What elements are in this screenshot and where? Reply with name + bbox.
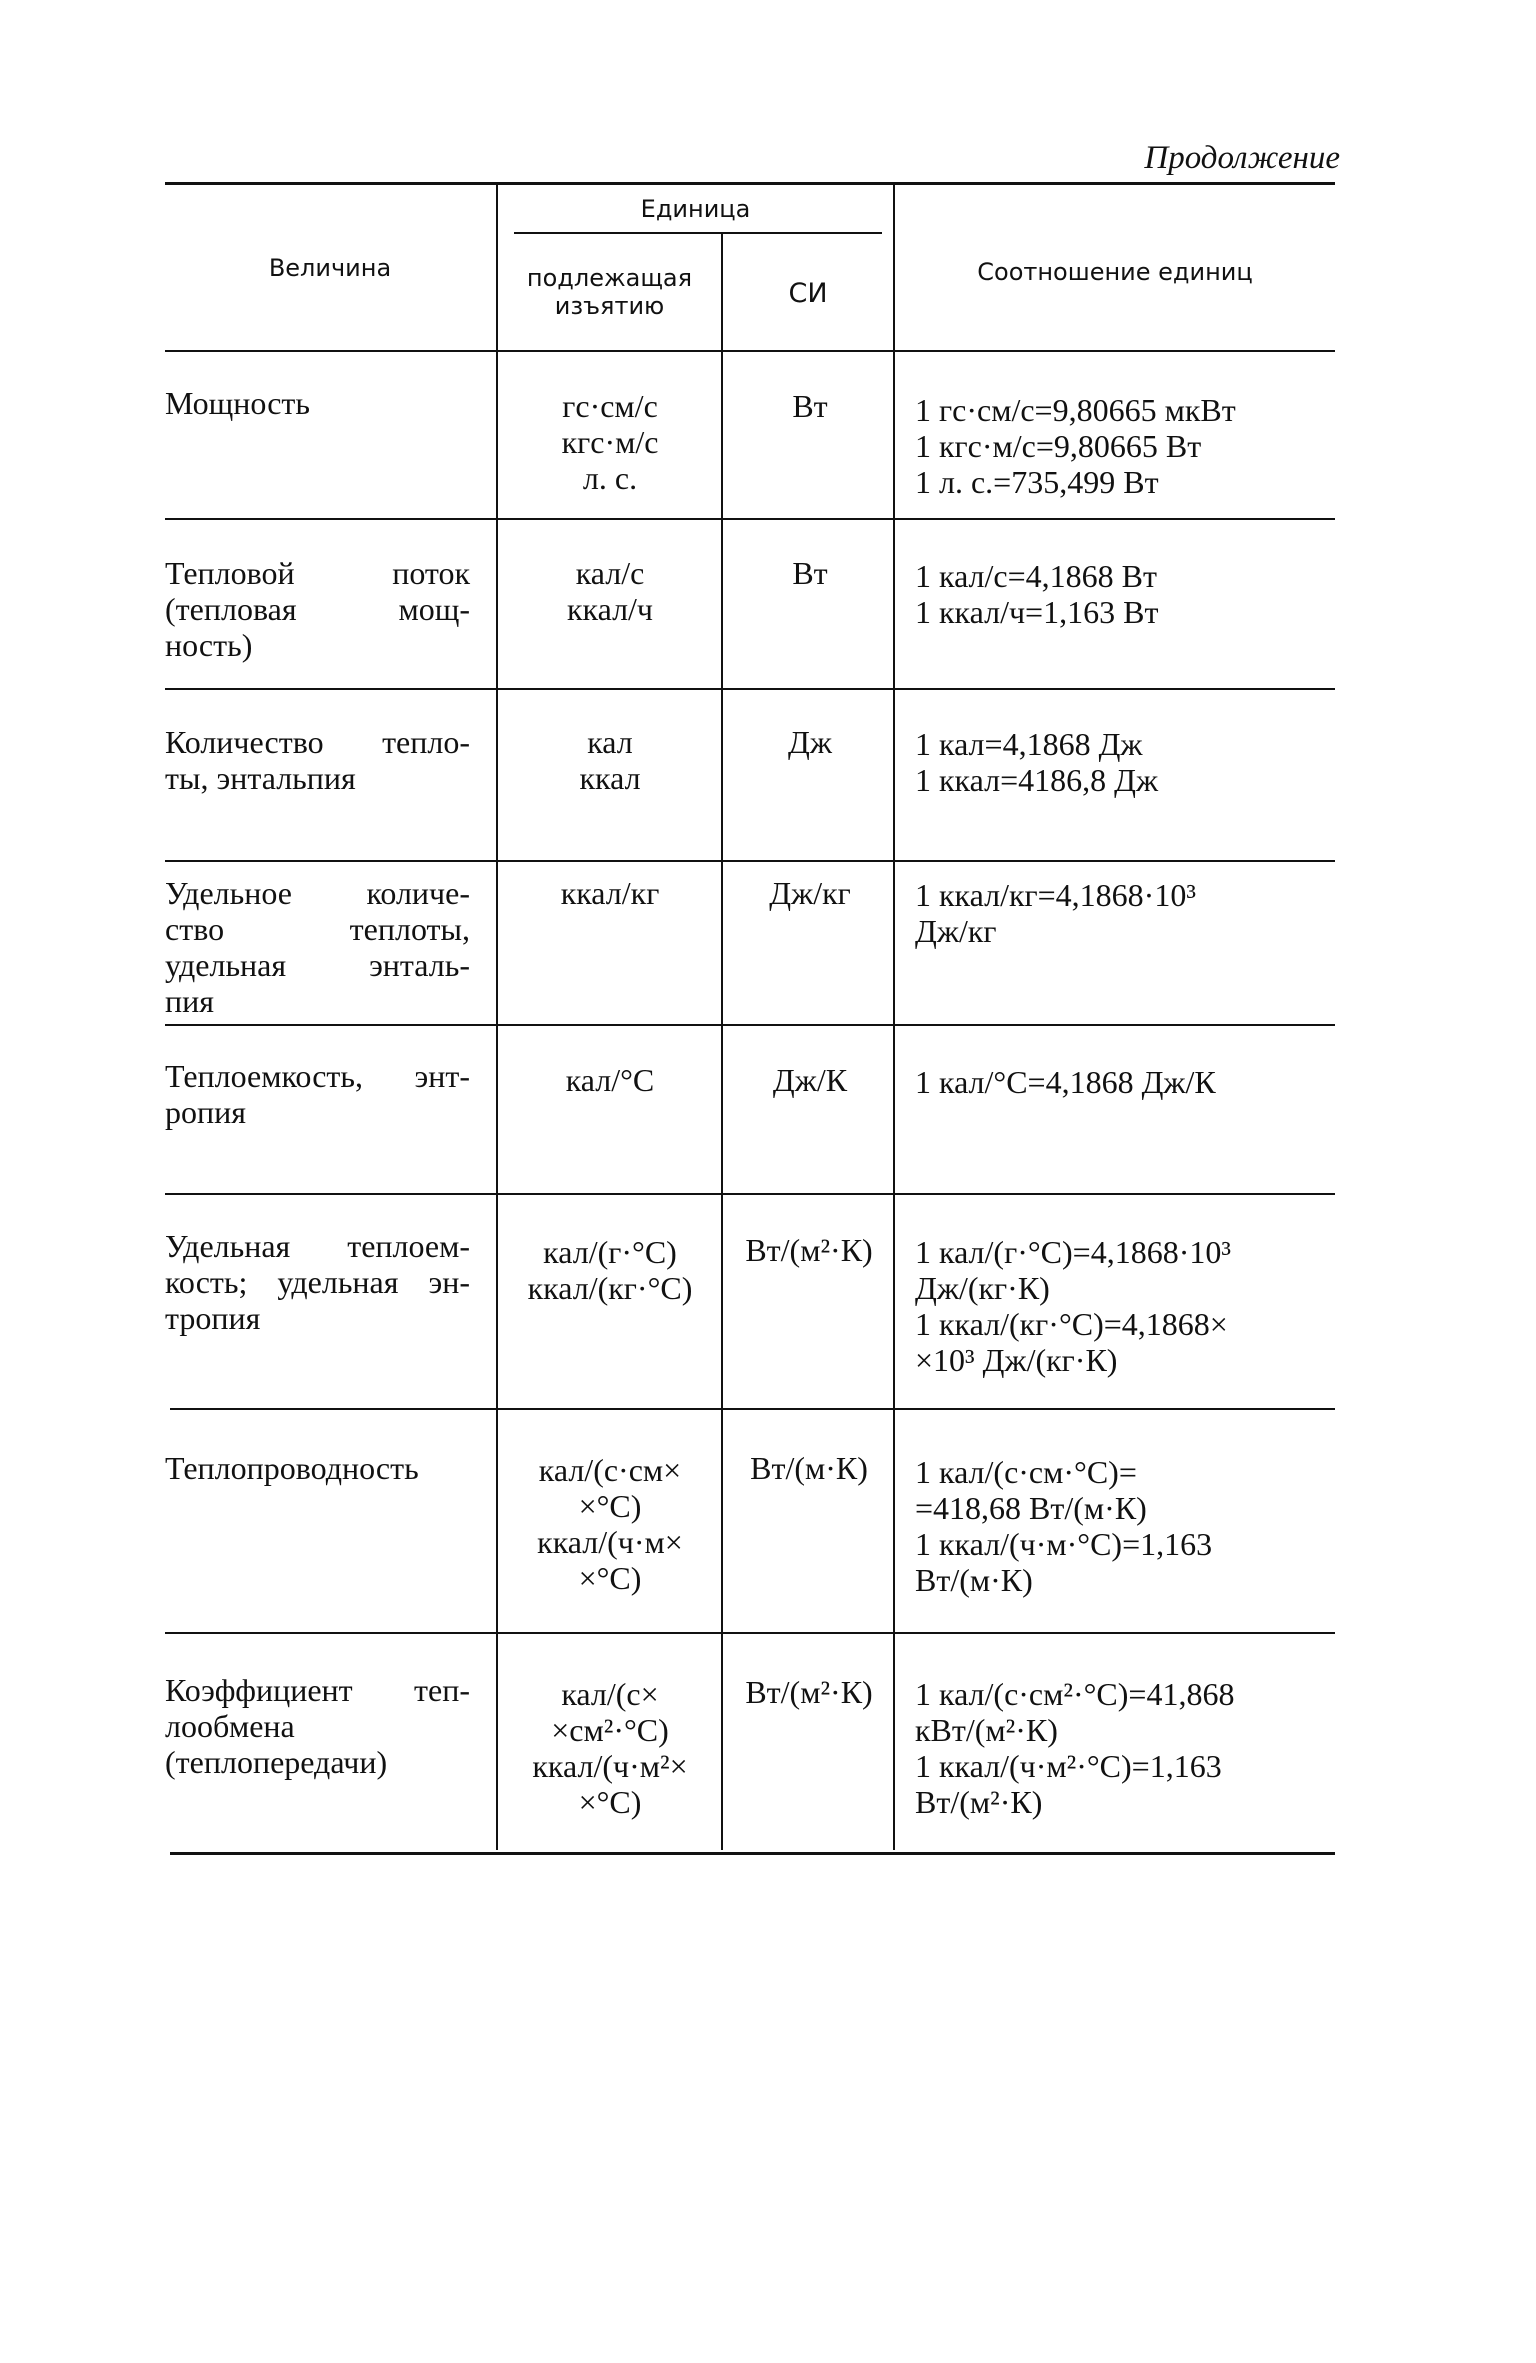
- row-1-relation-line-2: 1 кгс·м/с=9,80665 Вт: [915, 428, 1202, 464]
- row-5-quantity-line-1: Теплоемкость, энт-: [165, 1058, 470, 1094]
- row-6-removed-line-2: ккал/(кг·°С): [527, 1270, 693, 1306]
- row-8-relation-line-3: 1 ккал/(ч·м²·°С)=1,163: [915, 1748, 1222, 1784]
- row-2-relation-line-1: 1 кал/с=4,1868 Вт: [915, 558, 1157, 594]
- row-2-quantity-line-3: ность): [165, 627, 253, 663]
- row-8-quantity-line-3: (теплопередачи): [165, 1744, 388, 1780]
- row-4-quantity-line-3: удельная энталь-: [165, 947, 470, 983]
- column-rule-2: [721, 232, 723, 1850]
- row-8-quantity: [165, 1672, 470, 1780]
- row-7-si: Вт/(м·К): [750, 1450, 868, 1486]
- row-3-removed-line-2: ккал: [579, 760, 641, 796]
- row-8-removed: [500, 1676, 720, 1820]
- header-relation: Соотношение единиц: [977, 258, 1253, 286]
- row-8-relation-line-4: Вт/(м²·К): [915, 1784, 1043, 1820]
- row-1-si: Вт: [792, 388, 828, 424]
- row-7-quantity-line-1: Теплопроводность: [165, 1450, 419, 1486]
- header-unit-si: СИ: [788, 278, 828, 309]
- row-3-quantity-line-1: Количество тепло-: [165, 724, 470, 760]
- row-5-relation: [915, 1064, 1345, 1100]
- row-1-quantity-line-1: Мощность: [165, 385, 310, 421]
- row-6-relation: [915, 1234, 1345, 1378]
- row-4-quantity-line-2: ство теплоты,: [165, 911, 470, 947]
- row-7-relation-line-4: Вт/(м·К): [915, 1562, 1033, 1598]
- row-2-removed: [500, 555, 720, 627]
- header-quantity: Величина: [268, 254, 392, 282]
- row-5-quantity-line-2: ропия: [165, 1094, 246, 1130]
- header-unit-group: Единица: [640, 195, 751, 223]
- row-1-relation-line-3: 1 л. с.=735,499 Вт: [915, 464, 1159, 500]
- row-4-removed-line-1: ккал/кг: [560, 875, 660, 911]
- row-1-removed-line-3: л. с.: [582, 460, 638, 496]
- header-unit-removed: [498, 264, 721, 320]
- row-6-relation-line-1: 1 кал/(г·°С)=4,1868·10³: [915, 1234, 1231, 1270]
- row-1-removed-line-2: кгс·м/с: [561, 424, 659, 460]
- row-5-removed-line-1: кал/°С: [565, 1062, 655, 1098]
- row-4-removed: [500, 875, 720, 911]
- row-6-removed: [500, 1234, 720, 1306]
- row-6-si: Вт/(м²·К): [745, 1232, 873, 1268]
- row-3-removed-line-1: кал: [587, 724, 633, 760]
- row-6-quantity: [165, 1228, 470, 1336]
- row-2-quantity-line-1: Тепловой поток: [165, 555, 470, 591]
- row-8-removed-line-2: ×см²·°С): [551, 1712, 669, 1748]
- row-8-relation-line-1: 1 кал/(с·см²·°С)=41,868: [915, 1676, 1235, 1712]
- row-5-divider: [165, 1193, 1335, 1195]
- row-2-relation-line-2: 1 ккал/ч=1,163 Вт: [915, 594, 1159, 630]
- row-5-si: Дж/К: [772, 1062, 848, 1098]
- row-6-relation-line-3: 1 ккал/(кг·°С)=4,1868×: [915, 1306, 1228, 1342]
- row-4-divider: [165, 1024, 1335, 1026]
- table-bottom-rule: [170, 1852, 1335, 1855]
- row-4-relation-line-2: Дж/кг: [915, 913, 997, 949]
- row-2-si: Вт: [792, 555, 828, 591]
- row-3-removed: [500, 724, 720, 796]
- header-unit-removed-line-1: подлежащая: [526, 264, 693, 292]
- row-2-divider: [165, 688, 1335, 690]
- row-7-removed: [500, 1452, 720, 1596]
- row-4-quantity-line-4: пия: [165, 983, 214, 1019]
- table-top-rule: [165, 182, 1335, 185]
- row-6-quantity-line-1: Удельная теплоем-: [165, 1228, 470, 1264]
- row-4-quantity-line-1: Удельное количе-: [165, 875, 470, 911]
- row-3-si: Дж: [788, 724, 832, 760]
- row-7-relation: [915, 1454, 1345, 1598]
- row-4-relation-line-1: 1 ккал/кг=4,1868·10³: [915, 877, 1196, 913]
- row-7-removed-line-1: кал/(с·см×: [538, 1452, 682, 1488]
- row-8-removed-line-4: ×°С): [578, 1784, 642, 1820]
- row-6-quantity-line-2: кость; удельная эн-: [165, 1264, 470, 1300]
- row-3-quantity-line-2: ты, энтальпия: [165, 760, 356, 796]
- row-3-relation-line-2: 1 ккал=4186,8 Дж: [915, 762, 1159, 798]
- row-8-removed-line-3: ккал/(ч·м²×: [532, 1748, 688, 1784]
- row-6-quantity-line-3: тропия: [165, 1300, 261, 1336]
- row-4-quantity: [165, 875, 470, 1019]
- row-1-removed: [500, 388, 720, 496]
- row-5-relation-line-1: 1 кал/°С=4,1868 Дж/К: [915, 1064, 1216, 1100]
- row-1-relation: [915, 392, 1345, 500]
- row-7-quantity: [165, 1450, 470, 1486]
- row-5-removed: [500, 1062, 720, 1098]
- row-8-relation: [915, 1676, 1345, 1820]
- row-7-relation-line-1: 1 кал/(с·см·°С)=: [915, 1454, 1137, 1490]
- row-4-relation: [915, 877, 1345, 949]
- row-6-relation-line-2: Дж/(кг·К): [915, 1270, 1050, 1306]
- column-rule-3: [893, 185, 895, 1850]
- row-8-quantity-line-1: Коэффициент теп-: [165, 1672, 470, 1708]
- row-6-divider: [170, 1408, 1335, 1410]
- row-1-removed-line-1: гс·см/с: [562, 388, 658, 424]
- row-3-quantity: [165, 724, 470, 796]
- row-2-relation: [915, 558, 1345, 630]
- row-7-relation-line-2: =418,68 Вт/(м·К): [915, 1490, 1147, 1526]
- row-1-quantity: [165, 385, 470, 421]
- header-bottom-rule: [165, 350, 1335, 352]
- row-1-divider: [165, 518, 1335, 520]
- row-6-removed-line-1: кал/(г·°С): [543, 1234, 677, 1270]
- header-unit-removed-line-2: изъятию: [554, 292, 665, 320]
- row-3-relation: [915, 726, 1345, 798]
- row-8-si: Вт/(м²·К): [745, 1674, 873, 1710]
- row-8-relation-line-2: кВт/(м²·К): [915, 1712, 1058, 1748]
- row-7-removed-line-2: ×°С): [578, 1488, 642, 1524]
- continuation-label: Продолжение: [1144, 140, 1340, 176]
- row-5-quantity: [165, 1058, 470, 1130]
- row-6-relation-line-4: ×10³ Дж/(кг·К): [915, 1342, 1118, 1378]
- row-3-divider: [165, 860, 1335, 862]
- row-3-relation-line-1: 1 кал=4,1868 Дж: [915, 726, 1143, 762]
- row-2-quantity: [165, 555, 470, 663]
- row-2-removed-line-2: ккал/ч: [566, 591, 654, 627]
- row-7-relation-line-3: 1 ккал/(ч·м·°С)=1,163: [915, 1526, 1213, 1562]
- column-rule-1: [496, 185, 498, 1850]
- row-7-removed-line-4: ×°С): [578, 1560, 642, 1596]
- row-2-quantity-line-2: (тепловая мощ-: [165, 591, 470, 627]
- row-4-si: Дж/кг: [769, 875, 851, 911]
- row-2-removed-line-1: кал/с: [575, 555, 645, 591]
- row-7-removed-line-3: ккал/(ч·м×: [537, 1524, 683, 1560]
- row-1-relation-line-1: 1 гс·см/с=9,80665 мкВт: [915, 392, 1236, 428]
- row-7-divider: [165, 1632, 1335, 1634]
- row-8-removed-line-1: кал/(с×: [561, 1676, 659, 1712]
- row-8-quantity-line-2: лообмена: [165, 1708, 295, 1744]
- header-subrule: [514, 232, 882, 234]
